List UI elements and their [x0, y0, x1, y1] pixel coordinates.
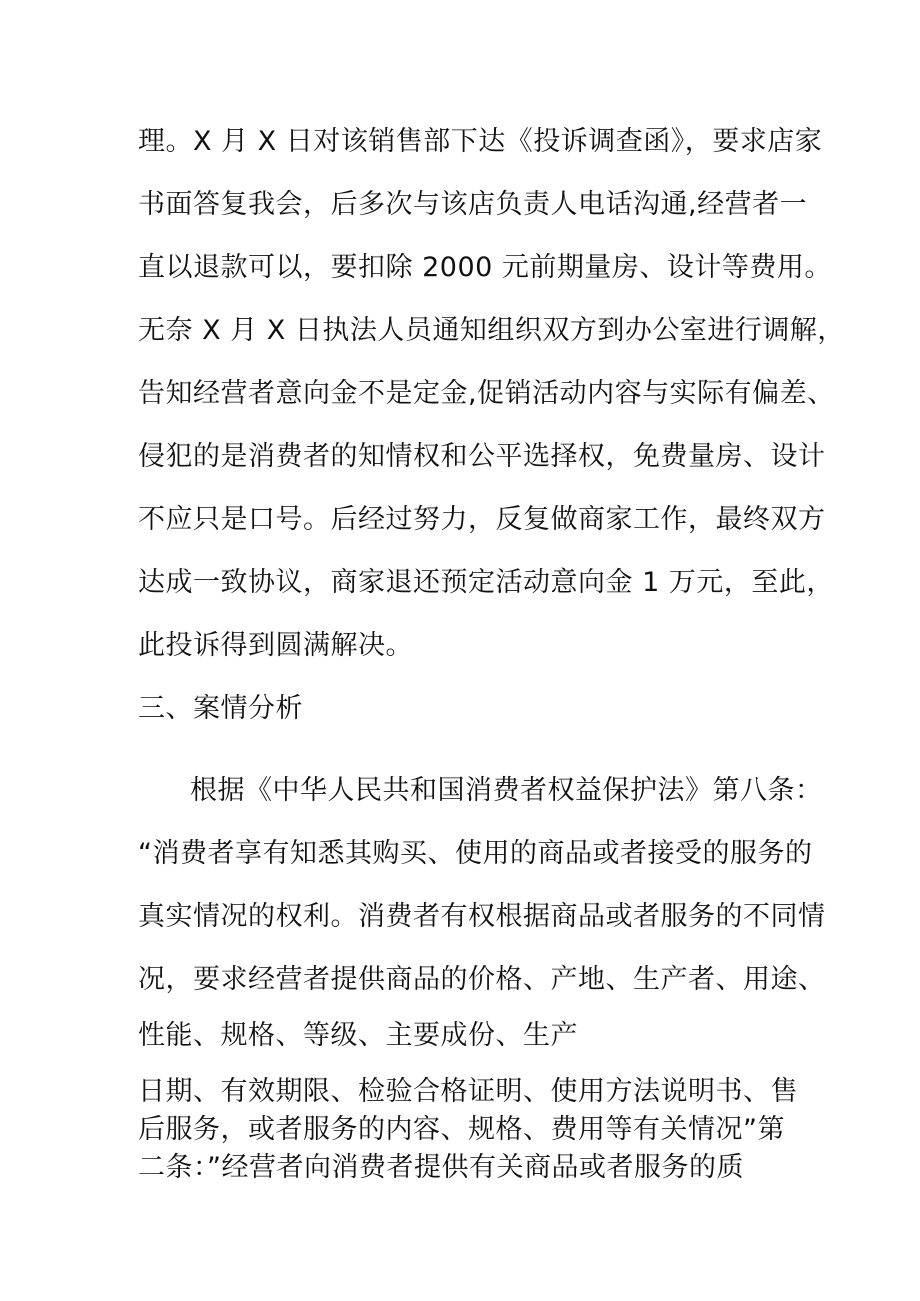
body-line: 达成一致协议，商家退还预定活动意向金 1 万元，至此，	[138, 567, 834, 598]
body-line: 侵犯的是消费者的知情权和公平选择权，免费量房、设计	[138, 441, 826, 472]
analysis-line: 真实情况的权利。消费者有权根据商品或者服务的不同情	[138, 901, 826, 932]
section-heading: 三、案情分析	[138, 693, 303, 724]
body-line: 直以退款可以，要扣除 2000 元前期量房、设计等费用。	[138, 252, 832, 283]
body-line: 此投诉得到圆满解决。	[138, 630, 413, 661]
tail-line: 二条：”经营者向消费者提供有关商品或者服务的质	[138, 1152, 744, 1183]
tail-line: 后服务，或者服务的内容、规格、费用等有关情况”第	[138, 1114, 785, 1145]
body-line: 无奈 X 月 X 日执法人员通知组织双方到办公室进行调解，	[138, 315, 845, 346]
analysis-line: “消费者享有知悉其购买、使用的商品或者接受的服务的	[138, 838, 813, 869]
body-line: 不应只是口号。后经过努力，反复做商家工作，最终双方	[138, 504, 826, 535]
tail-line: 日期、有效期限、检验合格证明、使用方法说明书、售	[138, 1076, 798, 1107]
body-line: 理。X 月 X 日对该销售部下达《投诉调查函》，要求店家	[138, 126, 823, 157]
body-line: 书面答复我会，后多次与该店负责人电话沟通,经营者一	[138, 189, 808, 220]
body-line: 告知经营者意向金不是定金,促销活动内容与实际有偏差、	[138, 378, 835, 409]
analysis-line: 况，要求经营者提供商品的价格、产地、生产者、用途、	[138, 964, 826, 995]
analysis-line: 根据《中华人民共和国消费者权益保护法》第八条：	[190, 775, 823, 806]
analysis-line: 性能、规格、等级、主要成份、生产	[138, 1020, 578, 1051]
